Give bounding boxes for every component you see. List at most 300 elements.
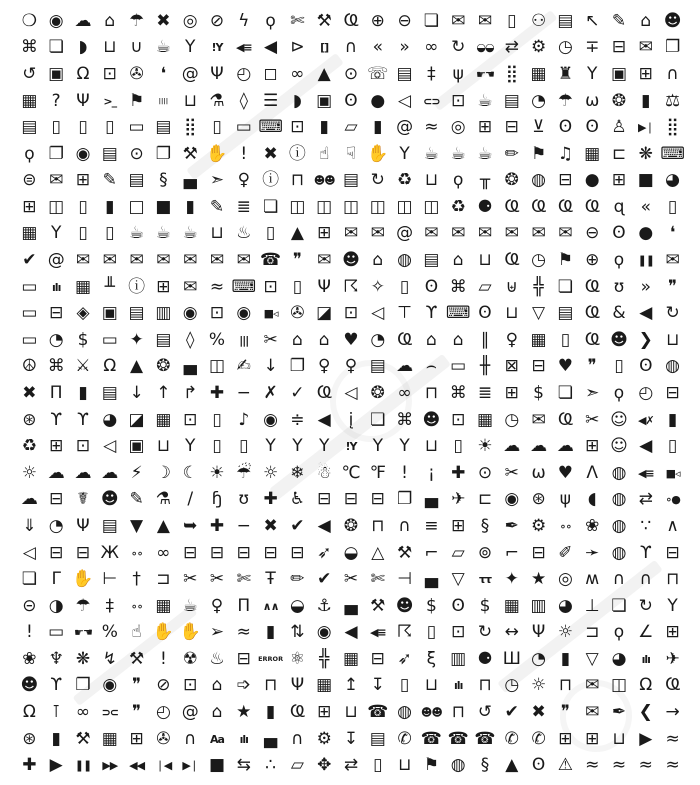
sandcastle-icon: ♜ — [557, 63, 574, 84]
mail-at-icon: @ — [396, 117, 414, 138]
laptop-2-icon: ⌨ — [445, 303, 471, 324]
mic-hand-icon: ϒ — [50, 409, 63, 430]
film-camera-icon: ✇ — [290, 303, 305, 324]
photo-icon: ⊡ — [343, 303, 359, 324]
chevrons-right-2-icon: » — [640, 276, 651, 297]
pizza-slice-icon: ◗ — [292, 90, 302, 111]
hammer-2-icon: ⚒ — [396, 542, 413, 563]
clock-icon: ◷ — [531, 250, 546, 271]
envelope-solid-icon: ✉ — [49, 170, 64, 191]
book-open-icon: ◫ — [48, 196, 65, 217]
fax-2-icon: ⊞ — [585, 728, 600, 749]
stamp-icon: ▣ — [610, 63, 628, 84]
globe-3-icon: ◍ — [611, 462, 627, 483]
download-2-icon: ↧ — [370, 675, 385, 696]
trash-icon: ▦ — [21, 90, 38, 111]
wheelbarrow-icon: ∠ — [638, 622, 654, 643]
pie-clock-icon: ◷ — [557, 37, 573, 58]
hearts-plus-icon: ♥ — [557, 356, 574, 377]
pedestrians-icon: ∥ — [480, 329, 490, 350]
baby-rattle-icon: ϙ — [613, 382, 625, 403]
headset-icon: ∩ — [344, 37, 358, 58]
scooter-icon: ∘∘ — [130, 546, 143, 560]
pencil-4-icon: ✏ — [290, 569, 305, 590]
speaker-box-2-icon: ▣ — [128, 436, 145, 457]
book-stack-icon: ≣ — [236, 196, 251, 217]
announcement-icon: ◁ — [22, 542, 36, 563]
basket-icon: ▽ — [532, 303, 546, 324]
envelope-open-icon: ✉ — [370, 223, 385, 244]
clippers-icon: ✄ — [236, 569, 251, 590]
barrier-icon: ▱ — [290, 755, 304, 776]
chevron-right-icon: ❯ — [638, 329, 653, 350]
cloud-solid-icon: ☁ — [396, 356, 414, 377]
receiver-icon: ✆ — [504, 728, 519, 749]
link-icon: ⊂⊃ — [423, 94, 440, 108]
flask-2-icon: ⚗ — [155, 489, 172, 510]
camera-4-icon: ◉ — [102, 675, 118, 696]
copy-icon: ❐ — [48, 143, 64, 164]
home-4-icon: ⌂ — [211, 675, 223, 696]
mouse-2-icon: ʘ — [531, 755, 546, 776]
exclamation-icon: ! — [240, 143, 248, 164]
celsius-icon: ℃ — [341, 462, 361, 483]
umbrella-solid-icon: ☂ — [557, 90, 574, 111]
dropbox-icon: ✥ — [317, 755, 332, 776]
image-upload-icon: ⊞ — [75, 170, 91, 191]
pie-chart-3-icon: ◕ — [557, 595, 573, 616]
tea-cup-2-icon: ☕ — [155, 223, 172, 244]
image-2-icon: ⊡ — [183, 675, 198, 696]
gloves-icon: ✋ — [72, 569, 94, 590]
brandy-glass-icon: Y — [185, 436, 196, 457]
cactus-icon: Ψ — [210, 63, 224, 84]
envelope-2-icon: ✉ — [343, 223, 359, 244]
martini-2-icon: Y — [372, 436, 383, 457]
shop-icon: ⌂ — [291, 329, 303, 350]
speaker-2-icon: ◀ — [317, 409, 331, 430]
pen-nib-icon: ✒ — [504, 515, 519, 536]
scissors-icon: ✂ — [585, 409, 600, 430]
person-3-icon: ☻ — [422, 409, 441, 430]
floppy-3-icon: ⊞ — [49, 436, 64, 457]
briefcase-3-icon: ▄ — [264, 728, 278, 749]
sun-2-icon: ☼ — [557, 622, 574, 643]
support-24-icon: ◔ — [48, 329, 64, 350]
terminal-icon: >_ — [103, 94, 117, 108]
writing-pen-icon: ✍ — [236, 356, 251, 377]
compass-icon: ⊛ — [22, 409, 37, 430]
plus-2-icon: ✚ — [22, 755, 37, 776]
page-up-icon: ↑ — [156, 382, 171, 403]
headset-2-icon: ∩ — [183, 728, 197, 749]
teddy-bear-icon: ☻ — [610, 329, 628, 350]
water-drop-icon: ● — [370, 90, 386, 111]
check-3-icon: ✔ — [504, 702, 519, 723]
arrow-down-icon: ▼ — [130, 515, 144, 536]
hand-raised-icon: ✋ — [152, 622, 174, 643]
idea-bulb-icon: ϙ — [452, 170, 464, 191]
chat-dots-icon: ❞ — [292, 250, 302, 271]
page-text-icon: ▤ — [101, 382, 118, 403]
telephone-icon: ☎ — [259, 250, 282, 271]
coffee-bean-2-icon: ❛ — [669, 223, 676, 244]
briefcase-2-icon: ▄ — [183, 356, 197, 377]
motorbike-icon: ∞ — [156, 542, 171, 563]
pliers-2-icon: ✂ — [343, 569, 359, 590]
speaker-loud-2-icon: ◀≡ — [637, 466, 654, 480]
puzzle-2-icon: ⌘ — [47, 356, 65, 377]
stopwatch-icon: ◔ — [531, 90, 546, 111]
telephone-2-icon: ☎ — [367, 702, 389, 723]
mortar-pestle-icon: ⊔ — [612, 728, 626, 749]
money-icon: $ — [77, 329, 89, 350]
paperclip-icon: § — [159, 170, 168, 191]
tv-2-icon: ⊡ — [183, 409, 198, 430]
cross-icon: ✖ — [263, 143, 278, 164]
hdd-icon: ⊙ — [129, 143, 144, 164]
cheque-2-icon: ▭ — [48, 622, 65, 643]
kettlebell-icon: ʘ — [612, 223, 626, 244]
info-circle-icon: ⓘ — [262, 170, 280, 191]
gavel-icon: ⚒ — [370, 595, 386, 616]
award-icon: ❂ — [156, 356, 171, 377]
search-home-icon: Ҩ — [397, 329, 413, 350]
gear-icon: ⚙ — [530, 37, 547, 58]
tooth-2-icon: ω — [531, 462, 546, 483]
wifi-badge-icon: ≈ — [585, 755, 600, 776]
trident-icon: ♆ — [48, 648, 64, 669]
fax-printer-icon: ⊞ — [22, 196, 37, 217]
thumbs-up-icon: ☝ — [319, 143, 330, 164]
wallet-icon: ▤ — [396, 63, 413, 84]
bus-2-icon: ⊟ — [290, 542, 305, 563]
megaphone-3-icon: ◁ — [103, 436, 117, 457]
camera-3-icon: ◉ — [504, 489, 520, 510]
smartphone-2-icon: ▯ — [212, 117, 222, 138]
zoom-in-2-icon: ⊕ — [585, 250, 600, 271]
photo-copy-icon: ❐ — [75, 675, 91, 696]
umbrella-icon: ☂ — [128, 10, 145, 31]
baby-2-icon: ☺ — [610, 436, 628, 457]
checkmark-icon: ✔ — [22, 250, 37, 271]
at-sign-icon: @ — [181, 702, 199, 723]
bus-icon: ⊟ — [343, 489, 359, 510]
drop-2-icon: ● — [584, 170, 600, 191]
taxi-icon: ⊟ — [665, 382, 680, 403]
book-4-icon: ▮ — [265, 702, 276, 723]
palm-tree-icon: Ψ — [76, 90, 90, 111]
mail-trash-icon: ✉ — [531, 223, 546, 244]
baby-face-icon: ☺ — [610, 409, 628, 430]
putty-knife-icon: ▽ — [451, 569, 465, 590]
point-hand-icon: ☝ — [131, 622, 142, 643]
airplane-2-icon: ✈ — [665, 648, 680, 669]
plaster-icon: ⊘ — [209, 10, 225, 31]
phone-icon: ▯ — [78, 117, 88, 138]
sun-icon: ☀ — [477, 436, 493, 457]
page-puzzle-icon: ⌘ — [449, 382, 467, 403]
open-book-dark-icon: ◫ — [423, 196, 440, 217]
clapper-2-icon: ◪ — [128, 409, 145, 430]
page-money-icon: $ — [533, 382, 544, 403]
bar-chart-icon: ılı — [52, 280, 61, 294]
utility-knife-icon: ✄ — [370, 569, 385, 590]
globe-4-icon: ◍ — [611, 515, 627, 536]
calculator-2-icon: ▦ — [342, 648, 360, 669]
mug-icon: ☕ — [155, 37, 172, 58]
book-edit-icon: ✎ — [209, 196, 225, 217]
shopping-bags-icon: ⊔ — [665, 329, 680, 350]
usb-stick-icon: ⊔ — [183, 90, 197, 111]
refresh-3-icon: ↻ — [477, 622, 493, 643]
sun-shower-icon: ☼ — [262, 462, 279, 483]
chat-pair-icon: ❏ — [557, 276, 574, 297]
page-delete-icon: ✗ — [263, 382, 278, 403]
pie-chart-2-icon: ◕ — [102, 409, 118, 430]
unlock-2-icon: ⊓ — [263, 675, 278, 696]
camera-solid-icon: ◉ — [236, 303, 252, 324]
lock-4-icon: ⊓ — [558, 675, 573, 696]
mail-clip-icon: ✉ — [558, 223, 573, 244]
mail-star-icon: ✉ — [477, 223, 493, 244]
spanner-icon: ⌐ — [504, 542, 519, 563]
garage-icon: ⌂ — [452, 329, 464, 350]
cross-3-icon: ✖ — [531, 702, 546, 723]
handsaw-icon: ʍ — [585, 569, 600, 590]
gear-chip-icon: ❋ — [75, 648, 91, 669]
envelope-4-icon: ✉ — [585, 675, 600, 696]
wine-2-icon: Y — [292, 436, 303, 457]
page-list-icon: ≣ — [477, 382, 493, 403]
document-2-icon: ▤ — [101, 515, 118, 536]
mouse-wireless-icon: ʘ — [585, 117, 599, 138]
download-tray-icon: ⇓ — [22, 515, 37, 536]
paintbrush-icon: ✐ — [558, 542, 573, 563]
pie-dark-icon: ◕ — [611, 648, 627, 669]
search-icon: Ҩ — [343, 10, 359, 31]
peace-icon: ☮ — [21, 356, 38, 377]
prev-icon: ◀ — [639, 303, 653, 324]
award-ribbon-icon: ❂ — [504, 170, 519, 191]
page-add-icon: ✚ — [209, 382, 225, 403]
warning-icon: ⚠ — [557, 755, 574, 776]
mountains-icon: ∧∧ — [262, 599, 279, 613]
stethoscope-icon: ʊ — [238, 489, 250, 510]
thermometer-icon: ! — [401, 462, 408, 483]
anchor-icon: ⚓ — [316, 595, 332, 616]
phone-2-icon: ▯ — [667, 436, 678, 457]
gears-icon: ⚙ — [316, 728, 332, 749]
recycle-2-icon: ♻ — [21, 436, 38, 457]
tag-3-icon: ◊ — [185, 329, 195, 350]
car-3-icon: ⊟ — [183, 542, 198, 563]
search-7-icon: Ҩ — [665, 675, 681, 696]
plasters-icon: ✚ — [263, 489, 278, 510]
check-icon: ✔ — [290, 515, 305, 536]
game-controller-icon: ⊟ — [49, 303, 64, 324]
pills-icon: ∘● — [665, 493, 680, 507]
router-icon: ≈ — [209, 276, 225, 297]
sailboat-icon: △ — [371, 542, 385, 563]
keypad-2-icon: ⣿ — [666, 117, 679, 138]
pen-2-icon: ✒ — [611, 702, 627, 723]
presentation-icon: ⊤ — [397, 303, 412, 324]
mail-x-2-icon: ✉ — [585, 702, 600, 723]
pool-ladder-icon: ╫ — [479, 356, 491, 377]
thermometer-3-icon: ! — [25, 622, 33, 643]
alarm-2-icon: ◔ — [531, 648, 546, 669]
arrow-right-icon: ➩ — [236, 675, 251, 696]
cursor-icon: ➢ — [209, 622, 225, 643]
delivery-truck-icon: ⊟ — [531, 356, 546, 377]
cloud-upload-icon: ☁ — [74, 10, 92, 31]
star-icon: ★ — [530, 569, 547, 590]
arrows-updown-icon: ⇅ — [290, 622, 305, 643]
media-folder-icon: ❐ — [155, 143, 172, 164]
brackets-icon: [] — [320, 41, 329, 55]
cross-2-icon: ✖ — [263, 515, 278, 536]
coffee-steam-icon: ☕ — [423, 143, 440, 164]
sd-card-icon: ▱ — [344, 117, 358, 138]
hacksaw-icon: ⊓ — [665, 569, 680, 590]
floppy-2-icon: ⊟ — [504, 117, 519, 138]
secateurs-icon: ✂ — [209, 569, 225, 590]
train-2-icon: ⊟ — [236, 542, 251, 563]
cloud-moon-icon: ☾ — [182, 462, 198, 483]
piggy-bank-icon: ʘ — [344, 90, 358, 111]
radio-waves-icon: ◎ — [450, 117, 466, 138]
paint-roller-icon: ⊐ — [156, 569, 171, 590]
crossed-plasters-icon: ✖ — [156, 10, 171, 31]
film-canister-icon: ▮ — [641, 90, 651, 111]
resize-arrow-icon: ↖ — [585, 10, 600, 31]
metro-icon: ⊟ — [209, 542, 225, 563]
mug-dark-icon: ☕ — [182, 223, 198, 244]
dna-icon: ξ — [426, 648, 437, 669]
microscope-icon: ɧ — [211, 489, 223, 510]
shovel-icon: ⊥ — [584, 595, 600, 616]
pie-chart-icon: ◕ — [665, 170, 680, 191]
harp-icon: Ш — [502, 648, 521, 669]
open-book-4-icon: ◫ — [396, 196, 413, 217]
coffee-togo-icon: ▯ — [373, 755, 383, 776]
tumbler-icon: ▯ — [239, 436, 249, 457]
chat-bubbles-icon: ❏ — [423, 10, 440, 31]
bell-icon: Ω — [76, 63, 90, 84]
usb-plug-icon: ⊎ — [505, 276, 519, 297]
chevrons-left-icon: « — [372, 37, 383, 58]
laptop-wifi-icon: ⌨ — [231, 276, 257, 297]
scales-icon: ⚖ — [664, 90, 681, 111]
tent-icon: ∧ — [666, 515, 679, 536]
photo-stack-icon: ❐ — [396, 489, 413, 510]
wifi-icon: ≈ — [424, 117, 439, 138]
kettle-icon: ♨ — [236, 223, 252, 244]
luggage-2-icon: ▄ — [344, 595, 358, 616]
floppy-icon: ⊞ — [477, 117, 493, 138]
globe-2-icon: ◍ — [397, 250, 412, 271]
music-notes-icon: ♫ — [557, 143, 574, 164]
clouds-2-icon: ☁ — [556, 436, 574, 457]
coffee-3-icon: ☕ — [182, 595, 198, 616]
businessman-icon: ☻ — [395, 595, 414, 616]
wifi-3-icon: ≈ — [611, 755, 627, 776]
shot-glass-icon: ▯ — [212, 436, 222, 457]
stop-icon: ■ — [208, 755, 226, 776]
laptop-icon: ⌨ — [258, 117, 283, 138]
nurse-icon: ☻ — [100, 489, 119, 510]
safety-pin-icon: & — [612, 303, 626, 324]
bank-icon: Π — [49, 382, 63, 403]
ufo-icon: ◒ — [343, 542, 359, 563]
cheque-icon: ▭ — [450, 356, 467, 377]
mouse-signal-icon: ʘ — [424, 276, 439, 297]
paperclip-2-icon: § — [480, 515, 490, 536]
chevron-left-icon: ❮ — [638, 702, 653, 723]
arrow-curve-icon: ➥ — [183, 515, 198, 536]
remote-icon: ▯ — [399, 276, 410, 297]
map-pin-icon: ♀ — [344, 356, 358, 377]
projector-icon: ⊟ — [370, 648, 385, 669]
printer-icon: ⊞ — [156, 276, 171, 297]
headphones-2-icon: ∩ — [612, 569, 626, 590]
edit-note-icon: ⊡ — [102, 63, 117, 84]
coffee-saucer-icon: ☕ — [450, 143, 466, 164]
page-share-icon: ↱ — [183, 382, 198, 403]
purse-icon: ʘ — [478, 303, 492, 324]
protractor-icon: ◖ — [587, 489, 597, 510]
snowflakes-icon: ☃ — [316, 462, 332, 483]
pc-tower-icon: ▮ — [319, 117, 329, 138]
tag-icon: ◊ — [239, 90, 248, 111]
soda-glass-icon: ▯ — [453, 436, 463, 457]
tea-cup-icon: ☕ — [477, 143, 493, 164]
wrench-icon: ⌐ — [424, 542, 439, 563]
paper-plane-icon: ➣ — [209, 170, 225, 191]
coffee-grinder-icon: ⊞ — [317, 223, 332, 244]
levels-icon: ≡ — [424, 515, 439, 536]
airplane-icon: ✈ — [451, 489, 466, 510]
speaker-5-icon: ◀ — [344, 622, 358, 643]
cross-solid-icon: ✖ — [22, 382, 37, 403]
person-icon: ☻ — [663, 10, 682, 31]
mail-icon: ✉ — [477, 10, 493, 31]
network-icon: ╬ — [533, 276, 544, 297]
chat-4-icon: ❞ — [132, 702, 142, 723]
coffee-cup-icon: ☕ — [477, 90, 493, 111]
photo-frame-icon: ⊞ — [638, 63, 653, 84]
sliders-icon: ≑ — [290, 409, 305, 430]
notepad-icon: ▤ — [128, 303, 145, 324]
calendar-7-icon: ▦ — [476, 409, 494, 430]
snow-cloud-icon: ❄ — [290, 462, 305, 483]
lightbulb-icon: ϙ — [265, 10, 276, 31]
link-broken-icon: ⊃⊂ — [101, 706, 118, 720]
syringe-icon: / — [187, 489, 194, 510]
telescope-icon: ➶ — [397, 648, 412, 669]
antenna-2-icon: Ψ — [531, 622, 546, 643]
globe-stand-icon: ◍ — [450, 755, 466, 776]
microphone-icon: ϒ — [425, 303, 438, 324]
folder-icon: ❐ — [664, 37, 681, 58]
clock-5-icon: ◴ — [155, 702, 171, 723]
refresh-4-icon: ↺ — [477, 702, 493, 723]
chart-up-icon: ılı — [641, 652, 650, 666]
globe-5-icon: ◍ — [611, 542, 627, 563]
tooth-icon: ω — [585, 90, 600, 111]
speaker-4-icon: ◀ — [317, 515, 331, 536]
